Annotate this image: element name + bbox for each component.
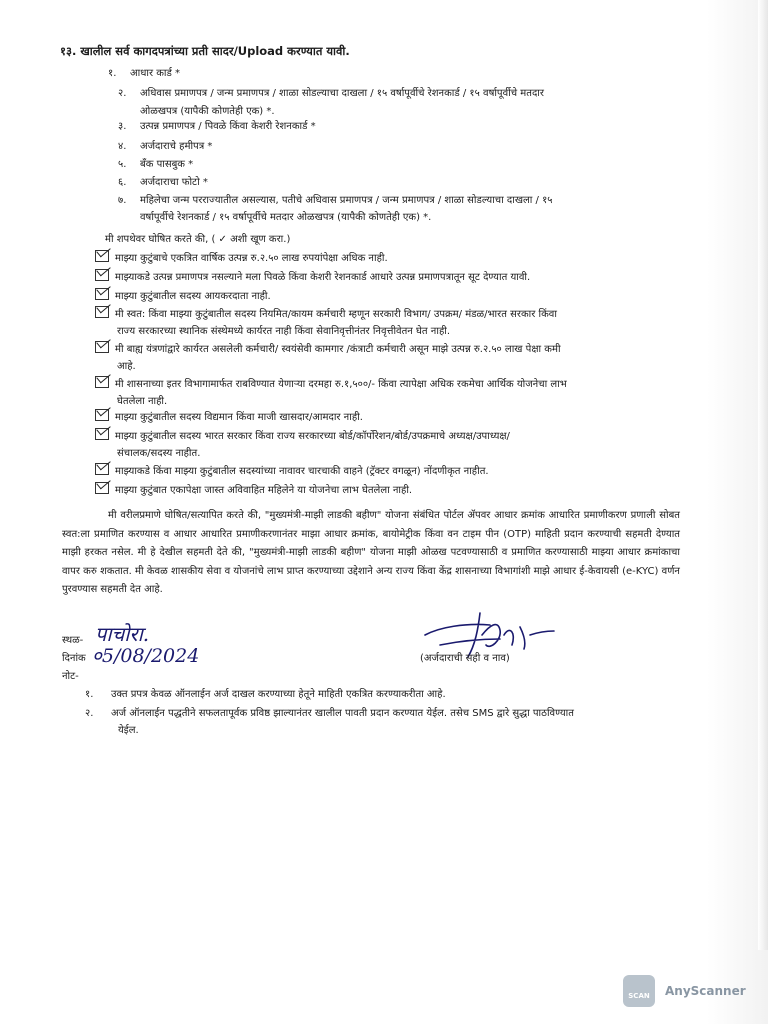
declaration-item: माझ्या कुटुंबात एकापेक्षा जास्त अविवाहित महिलेने या योजनेचा लाभ घेतलेला नाही. (95, 481, 695, 499)
declaration-intro: मी शपथेवर घोषित करते की, ( ✓ अशी खूण करा.) (105, 234, 291, 245)
scan-edge-shadow (758, 0, 768, 950)
declaration-item: माझ्या कुटुंबातील सदस्य भारत सरकार किंवा राज्य सरकारच्या बोर्ड/कॉर्पोरेशन/बोर्ड/उपक्रमाचे अध्यक्ष/उपाध्यक्ष/ संचालक/सदस्य नाहीत. (95, 427, 695, 462)
checkbox-checked-icon (95, 409, 109, 421)
section-heading: १३. खालील सर्व कागदपत्रांच्या प्रती सादर/Upload करण्यात यावी. (60, 44, 350, 58)
checkbox-checked-icon (95, 341, 109, 353)
signature-caption: (अर्जदाराची सही व नाव) (420, 653, 510, 664)
document-item-continuation: ओळखपत्र (यापैकी कोणतेही एक) *. (140, 106, 275, 117)
checkbox-checked-icon (95, 306, 109, 318)
document-item: १. आधार कार्ड * (108, 68, 181, 79)
place-label: स्थळ- (62, 635, 84, 646)
checkbox-checked-icon (95, 376, 109, 388)
note-item: १. उक्त प्रपत्र केवळ ऑनलाईन अर्ज दाखल करण्याच्या हेतूने माहिती एकत्रित करण्याकरीता आहे. (85, 689, 446, 700)
declaration-item: मी स्वत: किंवा माझ्या कुटुंबातील सदस्य नियमित/कायम कर्मचारी म्हणून सरकारी विभाग/ उपक्रम/ मंडळ/भारत सरकार किंवा राज्य सरकारच्या स्थानिक संस्थेमध्ये कार्यरत नाही किंवा सेवानिवृत्तीनंतर निवृत्तीवेतन घेत नाही. (95, 305, 695, 340)
declaration-item: माझ्या कुटुंबाचे एकत्रित वार्षिक उत्पन्न रु.२.५० लाख रुपयांपेक्षा अधिक नाही. (95, 249, 695, 267)
consent-paragraph: मी वरीलप्रमाणे घोषित/सत्यापित करते की, "मुख्यमंत्री-माझी लाडकी बहीण" योजना संबंधित पोर्टल ॲपवर आधार क्रमांक आधारित प्रमाणीकरण प्रणाली सोबत स्वत:ला प्रमाणित करण्यास व आधार आधारित प्रमाणीकरणानंतर माझा आधार क्रमांक, बायोमेट्रीक किंवा वन टाइम पीन (OTP) माहिती प्रदान करण्याची सहमती देण्यात माझी हरकत नसेल. मी हे देखील सहमती देते की, "मुख्यमंत्री-माझी लाडकी बहीण" योजना माझी ओळख पटवण्यासाठी व प्रमाणित करण्यासाठी माझ्या आधार क्रमांकाचा वापर करु शकतात. मी केवळ शासकीय सेवा व योजनांचे लाभ प्राप्त करण्याच्या उद्देशाने अन्य राज्य किंवा केंद्र शासनाच्या विभागांशी माझे आधार ई-केवायसी (e-KYC) वर्णन पुरवण्यास सहमती देत आहे. (62, 510, 680, 595)
date-handwritten: ०5/08/2024 (92, 645, 200, 667)
place-handwritten: पाचोरा. (95, 622, 150, 646)
document-item: ६. अर्जदाराचा फोटो * (118, 177, 208, 188)
checkbox-checked-icon (95, 288, 109, 300)
scanner-app-icon: SCAN (623, 975, 655, 1007)
date-label: दिनांक (62, 653, 86, 664)
scanner-watermark (623, 975, 746, 1007)
document-item: ७. महिलेचा जन्म परराज्यातील असल्यास, पतीचे अधिवास प्रमाणपत्र / जन्म प्रमाणपत्र / शाळा सोडल्याचा दाखला / १५ (118, 195, 553, 206)
note-label: नोट- (62, 671, 79, 682)
note-item: २. अर्ज ऑनलाईन पद्धतीने सफलतापूर्वक प्रविष्ठ झाल्यानंतर खालील पावती प्रदान करण्यात येईल. तसेच SMS द्वारे सुद्धा पाठविण्यात येईल. (85, 708, 574, 736)
document-item: ३. उत्पन्न प्रमाणपत्र / पिवळे किंवा केशरी रेशनकार्ड * (118, 121, 316, 132)
checkbox-checked-icon (95, 482, 109, 494)
checkbox-checked-icon (95, 428, 109, 440)
declaration-item: माझ्या कुटुंबातील सदस्य विद्यमान किंवा माजी खासदार/आमदार नाही. (95, 408, 695, 426)
checkbox-checked-icon (95, 269, 109, 281)
declaration-item: मी बाह्य यंत्रणांद्वारे कार्यरत असलेली कर्मचारी/ स्वयंसेवी कामगार /कंत्राटी कर्मचारी असून माझे उत्पन्न रु.२.५० लाख पेक्षा कमी आहे. (95, 340, 695, 375)
document-item: ५. बँक पासबुक * (118, 159, 194, 170)
document-item: २. अधिवास प्रमाणपत्र / जन्म प्रमाणपत्र / शाळा सोडल्याचा दाखला / १५ वर्षापूर्वीचे रेशनकार्ड / १५ वर्षापूर्वीचे मतदार (118, 88, 544, 99)
declaration-item: माझ्या कुटुंबातील सदस्य आयकरदाता नाही. (95, 287, 695, 305)
document-item: ४. अर्जदाराचे हमीपत्र * (118, 141, 213, 152)
declaration-item: माझ्याकडे किंवा माझ्या कुटुंबातील सदस्यांच्या नावावर चारचाकी वाहने (ट्रॅक्टर वगळून) नोंदणीकृत नाहीत. (95, 462, 695, 480)
scanner-app-name: AnyScanner (665, 984, 746, 998)
checkbox-checked-icon (95, 463, 109, 475)
checkbox-checked-icon (95, 250, 109, 262)
declaration-item: मी शासनाच्या इतर विभागामार्फत राबविण्यात येणाऱ्या दरमहा रु.१,५००/- किंवा त्यापेक्षा अधिक रकमेचा आर्थिक योजनेचा लाभ घेतलेला नाही. (95, 375, 695, 410)
declaration-item: माझ्याकडे उत्पन्न प्रमाणपत्र नसल्याने मला पिवळे किंवा केशरी रेशनकार्ड आधारे उत्पन्न प्रमाणपत्रातून सूट देण्यात यावी. (95, 268, 695, 286)
document-item-continuation: वर्षापूर्वीचे रेशनकार्ड / १५ वर्षापूर्वीचे मतदार ओळखपत्र (यापैकी कोणतेही एक) *. (140, 212, 432, 223)
